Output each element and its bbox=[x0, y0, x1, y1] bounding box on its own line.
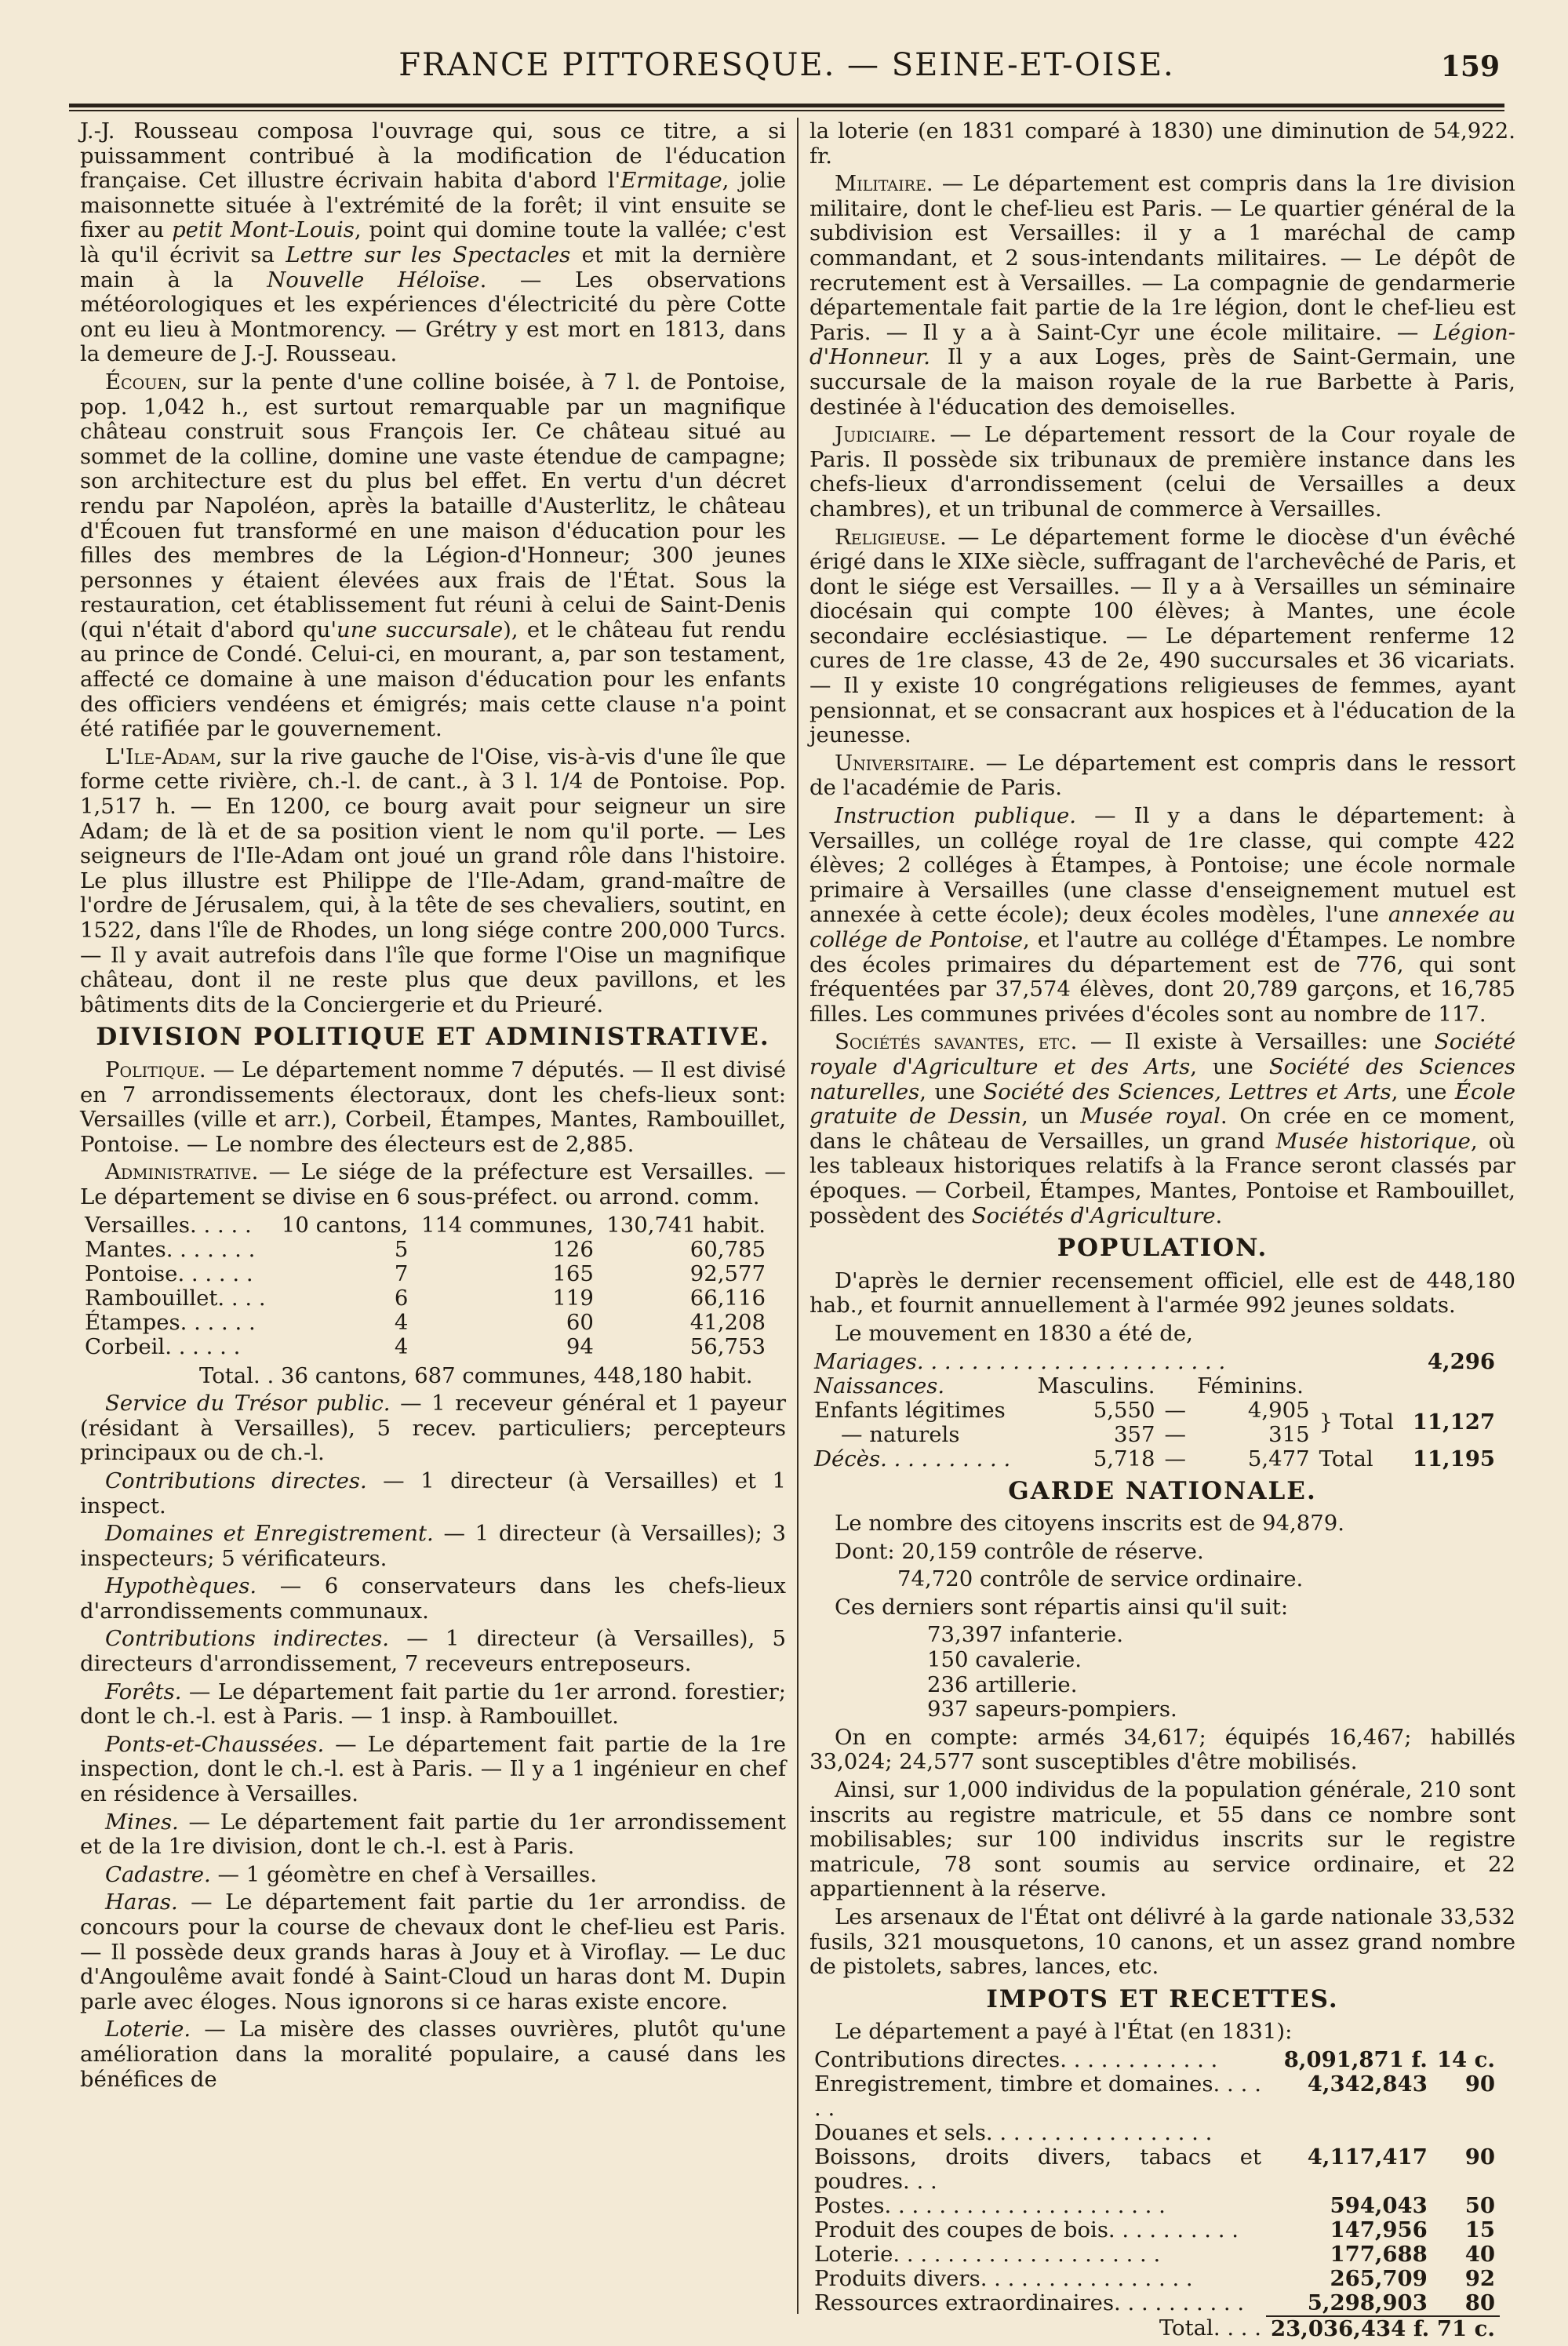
paragraph-forets: Forêts. — Le département fait partie du 1er arrond. forestier; dont le ch.-l. est à Paris. — 1 insp. à Rambouillet. bbox=[80, 1679, 786, 1729]
paragraph-ponts: Ponts-et-Chaussées. — Le département fait partie de la 1re inspection, dont le ch.-l. est à Paris. — Il y a 1 ingénieur en chef en résidence à Versailles. bbox=[80, 1731, 786, 1807]
cell-name: Corbeil. . . . . . bbox=[85, 1333, 241, 1359]
paragraph-loterie-cont: la loterie (en 1831 comparé à 1830) une diminution de 54,922. fr. bbox=[809, 118, 1515, 169]
cell-cents: 92 bbox=[1464, 2265, 1495, 2291]
cell-communes: 114 communes, bbox=[420, 1212, 594, 1238]
paragraph-cadastre: Cadastre. — 1 géomètre en chef à Versailles. bbox=[105, 1861, 597, 1887]
cell-label: Loterie. . . . . . . . . . . . . . . . . . . . bbox=[814, 2241, 1161, 2267]
cell-name: Étampes. . . . . . bbox=[85, 1309, 256, 1335]
paragraph-mines: Mines. — Le département fait partie du 1er arrondissement et de la 1re division, dont le ch.-l. est à Paris. bbox=[80, 1809, 786, 1860]
cell-cents: 15 bbox=[1464, 2217, 1495, 2242]
cell-cents: 80 bbox=[1464, 2290, 1495, 2315]
cell-name: Pontoise. . . . . . bbox=[85, 1260, 253, 1286]
paragraph-tresor: Service du Trésor public. — 1 receveur général et 1 payeur (résidant à Versailles), 5 recev. particuliers; percepteurs principaux ou de ch.-l. bbox=[80, 1391, 786, 1466]
population-heading: POPULATION. bbox=[1057, 1234, 1268, 1263]
paragraph-contrib-directes: Contributions directes. — 1 directeur (à Versailles) et 1 inspect. bbox=[80, 1468, 786, 1519]
paragraph-contrib-indirectes: Contributions indirectes. — 1 directeur (à Versailles), 5 directeurs d'arrondissement, 7 receveurs entreposeurs. bbox=[80, 1626, 786, 1677]
population-table bbox=[809, 1350, 1500, 1471]
cell-label: Boissons, droits divers, tabacs et poudres. . . bbox=[814, 2144, 1262, 2194]
cell-amount: 594,043 bbox=[1330, 2192, 1428, 2218]
recettes-total-row: Total. . . . 23,036,434 f. 71 c. bbox=[809, 2316, 1500, 2341]
cell-amount: 147,956 bbox=[1330, 2217, 1428, 2242]
cell-cents: 40 bbox=[1464, 2241, 1495, 2267]
cell-cents: 50 bbox=[1464, 2192, 1495, 2218]
garde-repartis: Ces derniers sont répartis ainsi qu'il suit: bbox=[835, 1594, 1289, 1620]
cell-hab: 66,116 bbox=[689, 1285, 766, 1311]
garde-ainsi: Ainsi, sur 1,000 individus de la population générale, 210 sont inscrits au registre matricule, et 55 dans ce nombre sont mobilisables; sur 100 individus inscrits sur le registre matricule, 78 sont soumis au service ordinaire, et 22 appartiennent à la réserve. bbox=[809, 1777, 1515, 1902]
paragraph-militaire: Militaire. — Le département est compris dans la 1re division militaire, dont le chef-lieu est Paris. — Le quartier général de la subdivision est Versailles: il y a 1 maréchal de camp commandant, et 2 sous-intendants militaires. — Le dépôt de recrutement est à Versailles. — La compagnie de gendarmerie départementale fait partie de la 1re légion, dont le chef-lieu est Paris. — Il y a à Saint-Cyr une école militaire. — Légion-d'Honneur. Il y a aux Loges, près de Saint-Germain, une succursale de la maison royale de la rue Barbette à Paris, destinée à l'éducation des demoiselles. bbox=[809, 171, 1515, 420]
cell-name: Mantes. . . . . . . bbox=[85, 1236, 256, 1262]
cell-amount: 265,709 bbox=[1330, 2265, 1428, 2291]
paragraph-religieuse: Religieuse. — Le département forme le diocèse d'un évêché érigé dans le XIXe siècle, suffragant de l'archevêché de Paris, et dont le siége est Versailles. — Il y a à Versailles un séminaire diocésain qui compte 100 élèves; à Mantes, une école secondaire ecclésiastique. — Le département renferme 12 cures de 1re classe, 43 de 2e, 490 succursales et 36 vicariats. — Il y existe 10 congrégations religieuses de femmes, ayant pensionnat, et se consacrant aux hospices et à l'éducation de la jeunesse. bbox=[809, 524, 1515, 748]
cell-label: Produit des coupes de bois. . . . . . . . . . bbox=[814, 2217, 1239, 2242]
cell-communes: 126 bbox=[552, 1236, 594, 1262]
header-rule-thin bbox=[69, 110, 1504, 111]
paragraph-administrative: Administrative. — Le siége de la préfecture est Versailles. — Le département se divise en 6 sous-préfect. ou arrond. comm. bbox=[80, 1159, 786, 1209]
paragraph-mouvement: Le mouvement en 1830 a été de, bbox=[835, 1320, 1193, 1346]
table-row bbox=[80, 1262, 770, 1286]
row-mariages: Mariages. . . . . . . . . . . . . . . . . . . . . . . 4,296 bbox=[814, 1348, 1495, 1374]
arrondissements-table bbox=[80, 1213, 770, 1359]
list-item: 236 artillerie. bbox=[927, 1671, 1078, 1697]
cell-communes: 60 bbox=[566, 1309, 594, 1335]
garde-heading: GARDE NATIONALE. bbox=[1008, 1476, 1317, 1505]
cell-amount: 4,342,843 bbox=[1307, 2071, 1428, 2097]
garde-inscrits: Le nombre des citoyens inscrits est de 94,879. bbox=[835, 1511, 1344, 1537]
cell-cantons: 10 cantons, bbox=[281, 1212, 409, 1238]
list-item: 73,397 infanterie. bbox=[927, 1622, 1124, 1648]
cell-amount bbox=[1266, 2121, 1432, 2145]
cell-name: Versailles. . . . . bbox=[85, 1212, 252, 1238]
paragraph-judiciaire: Judiciaire. — Le département ressort de la Cour royale de Paris. Il possède six tribunaux de première instance dans les chefs-lieux d'arrondissement (celui de Versailles a deux chambres), et un tribunal de commerce à Versailles. bbox=[809, 422, 1515, 522]
left-column bbox=[80, 119, 786, 2095]
impots-heading: IMPOTS ET RECETTES. bbox=[986, 1984, 1339, 2013]
division-heading: DIVISION POLITIQUE ET ADMINISTRATIVE. bbox=[96, 1023, 770, 1052]
cell-label: Contributions directes. . . . . . . . . . . . bbox=[814, 2046, 1218, 2072]
cell-hab: 92,577 bbox=[689, 1260, 766, 1286]
cell-label: Postes. . . . . . . . . . . . . . . . . . . . . bbox=[814, 2192, 1166, 2218]
table-row bbox=[809, 2242, 1500, 2267]
garde-reserve: Dont: 20,159 contrôle de réserve. bbox=[835, 1538, 1204, 1564]
paragraph-universitaire: Universitaire. — Le département est compris dans le ressort de l'académie de Paris. bbox=[809, 750, 1515, 801]
table-row bbox=[80, 1213, 770, 1238]
table-row bbox=[809, 2218, 1500, 2242]
cell-cantons: 4 bbox=[394, 1333, 409, 1359]
cell-cents: 14 c. bbox=[1436, 2046, 1495, 2072]
paragraph-population: D'après le dernier recensement officiel, elle est de 448,180 hab., et fournit annuellement à l'armée 992 jeunes soldats. bbox=[809, 1268, 1515, 1318]
cell-hab: 60,785 bbox=[689, 1236, 766, 1262]
paragraph-instruction: Instruction publique. — Il y a dans le département: à Versailles, un collége royal de 1re classe, qui compte 422 élèves; 2 colléges à Étampes, à Pontoise; une école normale primaire à Versailles (une classe d'enseignement mutuel est annexée à cette école); deux écoles modèles, l'une annexée au collége de Pontoise, et l'autre au collége d'Étampes. Le nombre des écoles primaires du département est de 776, qui sont fréquentées par 37,574 élèves, dont 20,789 garçons, et 16,785 filles. Les communes privées d'écoles sont au nombre de 117. bbox=[809, 803, 1516, 1027]
garde-list bbox=[809, 1623, 1515, 1722]
paragraph-haras: Haras. — Le département fait partie du 1er arrondiss. de concours pour la course de chevaux dont le chef-lieu est Paris. — Il possède deux grands haras à Jouy et à Viroflay. — Le duc d'Angoulême avait fondé à Saint-Cloud un haras dont M. Dupin parle avec éloges. Nous ignorons si ce haras existe encore. bbox=[80, 1890, 786, 2014]
row-naturels: — naturels 357 — 315 bbox=[841, 1421, 1310, 1447]
running-title: FRANCE PITTORESQUE. — SEINE-ET-OISE. bbox=[398, 47, 1175, 83]
table-row bbox=[809, 2267, 1500, 2291]
cell-hab: 56,753 bbox=[689, 1333, 766, 1359]
garde-arsenaux: Les arsenaux de l'État ont délivré à la garde nationale 33,532 fusils, 321 mousquetons, 10 canons, et un assez grand nombre de pistolets, sabres, lances, etc. bbox=[809, 1904, 1515, 1980]
cell-hab: 41,208 bbox=[689, 1309, 766, 1335]
table-row bbox=[809, 2072, 1500, 2121]
garde-ordinaire: 74,720 contrôle de service ordinaire. bbox=[897, 1566, 1304, 1592]
cell-cantons: 7 bbox=[394, 1260, 409, 1286]
cell-label: Produits divers. . . . . . . . . . . . . . . . bbox=[814, 2265, 1193, 2291]
paragraph-societes: Sociétés savantes, etc. — Il existe à Versailles: une Société royale d'Agriculture et des Arts, une Société des Sciences naturelles, une Société des Sciences, Lettres et Arts, une École gratuite de Dessin, un Musée royal. On crée en ce moment, dans le château de Versailles, un grand Musée historique, où les tableaux historiques relatifs à la France seront classés par époques. — Corbeil, Étampes, Mantes, Pontoise et Rambouillet, possèdent des Sociétés d'Agriculture. bbox=[809, 1029, 1516, 1228]
row-legitimes: Enfants légitimes 5,550 — 4,905 } Total 11,127 bbox=[814, 1397, 1495, 1435]
cell-cantons: 6 bbox=[394, 1285, 409, 1311]
cell-hab: 130,741 habit. bbox=[606, 1212, 766, 1238]
garde-armes: On en compte: armés 34,617; équipés 16,467; habillés 33,024; 24,577 sont susceptibles d'être mobilisés. bbox=[809, 1724, 1515, 1775]
table-row bbox=[809, 2194, 1500, 2218]
paragraph-rousseau: J.-J. Rousseau composa l'ouvrage qui, sous ce titre, a si puissamment contribué à la modification de l'éducation française. Cet illustre écrivain habita d'abord l'Ermitage, jolie maisonnette située à l'extrémité de la forêt; il vint ensuite se fixer au petit Mont-Louis, point qui domine toute la vallée; c'est là qu'il écrivit sa Lettre sur les Spectacles et mit la dernière main à la Nouvelle Héloïse. — Les observations météorologiques et les expériences d'électricité du père Cotte ont eu lieu à Montmorency. — Grétry y est mort en 1813, dans la demeure de J.-J. Rousseau. bbox=[80, 118, 786, 367]
table-row bbox=[809, 2145, 1500, 2194]
recettes-table bbox=[809, 2048, 1500, 2341]
table-row bbox=[809, 2048, 1500, 2072]
paragraph-ile-adam: L'Ile-Adam, sur la rive gauche de l'Oise, vis-à-vis d'une île que forme cette rivière, ch.-l. de cant., à 3 l. 1/4 de Pontoise. Pop. 1,517 h. — En 1200, ce bourg avait pour seigneur un sire Adam; de là et de sa position vient le nom qu'il porte. — Les seigneurs de l'Ile-Adam ont joué un grand rôle dans l'histoire. Le plus illustre est Philippe de l'Ile-Adam, grand-maître de l'ordre de Jérusalem, qui, à la tête de ses chevaliers, soutint, en 1522, dans l'île de Rhodes, un long siége contre 200,000 Turcs. — Il y avait autrefois dans l'île que forme l'Oise un magnifique château, dont il ne reste plus que deux pavillons, et les bâtiments dits de la Conciergerie et du Prieuré. bbox=[80, 744, 786, 1017]
page-header bbox=[69, 41, 1504, 97]
cell-name: Rambouillet. . . . bbox=[85, 1285, 266, 1311]
impots-intro: Le département a payé à l'État (en 1831): bbox=[835, 2019, 1293, 2045]
paragraph-politique: Politique. — Le département nomme 7 députés. — Il est divisé en 7 arrondissements électoraux, dont les chefs-lieux sont: Versailles (ville et arr.), Corbeil, Étampes, Mantes, Rambouillet, Pontoise. — Le nombre des électeurs est de 2,885. bbox=[80, 1057, 786, 1157]
list-item: 937 sapeurs-pompiers. bbox=[927, 1697, 1177, 1722]
list-item: 150 cavalerie. bbox=[927, 1647, 1082, 1673]
cell-cantons: 4 bbox=[394, 1309, 409, 1335]
paragraph-ecouen: Écouen, sur la pente d'une colline boisée, à 7 l. de Pontoise, pop. 1,042 h., est surtout remarquable par un magnifique château construit sous François Ier. Ce château situé au sommet de la colline, domine une vaste étendue de campagne; son architecture est du plus bel effet. En vertu d'un décret rendu par Napoléon, après la bataille d'Austerlitz, le château d'Écouen fut transformé en une maison d'éducation pour les filles des membres de la Légion-d'Honneur; 300 jeunes personnes y étaient élevées aux frais de l'État. Sous la restauration, cet établissement fut réuni à celui de Saint-Denis (qui n'était d'abord qu'une succursale), et le château fut rendu au prince de Condé. Celui-ci, en mourant, a, par son testament, affecté ce domaine à une maison d'éducation pour les enfants des officiers vendéens et émigrés; mais cette clause n'a point été ratifiée par le gouvernement. bbox=[80, 369, 786, 742]
cell-amount: 8,091,871 f. bbox=[1283, 2046, 1428, 2072]
paragraph-hypotheques: Hypothèques. — 6 conservateurs dans les chefs-lieux d'arrondissements communaux. bbox=[80, 1573, 786, 1624]
cell-amount: 177,688 bbox=[1330, 2241, 1428, 2267]
row-naissances-head: Naissances. Masculins. Féminins. bbox=[814, 1373, 1304, 1399]
table-row bbox=[809, 2121, 1500, 2145]
table-row bbox=[80, 1238, 770, 1262]
column-divider bbox=[797, 118, 799, 2314]
table-row bbox=[80, 1335, 770, 1359]
cell-label: Enregistrement, timbre et domaines. . . . . . bbox=[814, 2071, 1262, 2121]
cell-cents bbox=[1432, 2121, 1500, 2145]
arrondissements-total: Total. . 36 cantons, 687 communes, 448,180 habit. bbox=[199, 1362, 753, 1388]
cell-amount: 4,117,417 bbox=[1307, 2144, 1428, 2170]
paragraph-loterie: Loterie. — La misère des classes ouvrières, plutôt qu'une amélioration dans la moralité populaire, a causé dans les bénéfices de bbox=[80, 2017, 786, 2092]
cell-communes: 94 bbox=[566, 1333, 594, 1359]
table-row bbox=[809, 2291, 1500, 2316]
cell-cents: 90 bbox=[1464, 2144, 1495, 2170]
cell-amount: 5,298,903 bbox=[1307, 2290, 1428, 2315]
cell-communes: 119 bbox=[552, 1285, 594, 1311]
page-number: 159 bbox=[1440, 50, 1500, 83]
paragraph-domaines: Domaines et Enregistrement. — 1 directeur (à Versailles); 3 inspecteurs; 5 vérificateurs. bbox=[80, 1521, 787, 1571]
header-rule-thick bbox=[69, 104, 1504, 107]
cell-communes: 165 bbox=[552, 1260, 594, 1286]
right-column bbox=[809, 119, 1515, 2346]
table-row bbox=[80, 1286, 770, 1311]
cell-label: Douanes et sels. . . . . . . . . . . . . . . . . bbox=[814, 2119, 1213, 2145]
cell-cantons: 5 bbox=[394, 1236, 409, 1262]
row-deces: Décès. . . . . . . . . . 5,718 — 5,477 Total 11,195 bbox=[814, 1446, 1495, 1471]
table-row bbox=[80, 1311, 770, 1335]
cell-cents: 90 bbox=[1464, 2071, 1495, 2097]
cell-label: Ressources extraordinaires. . . . . . . . . . bbox=[814, 2290, 1245, 2315]
